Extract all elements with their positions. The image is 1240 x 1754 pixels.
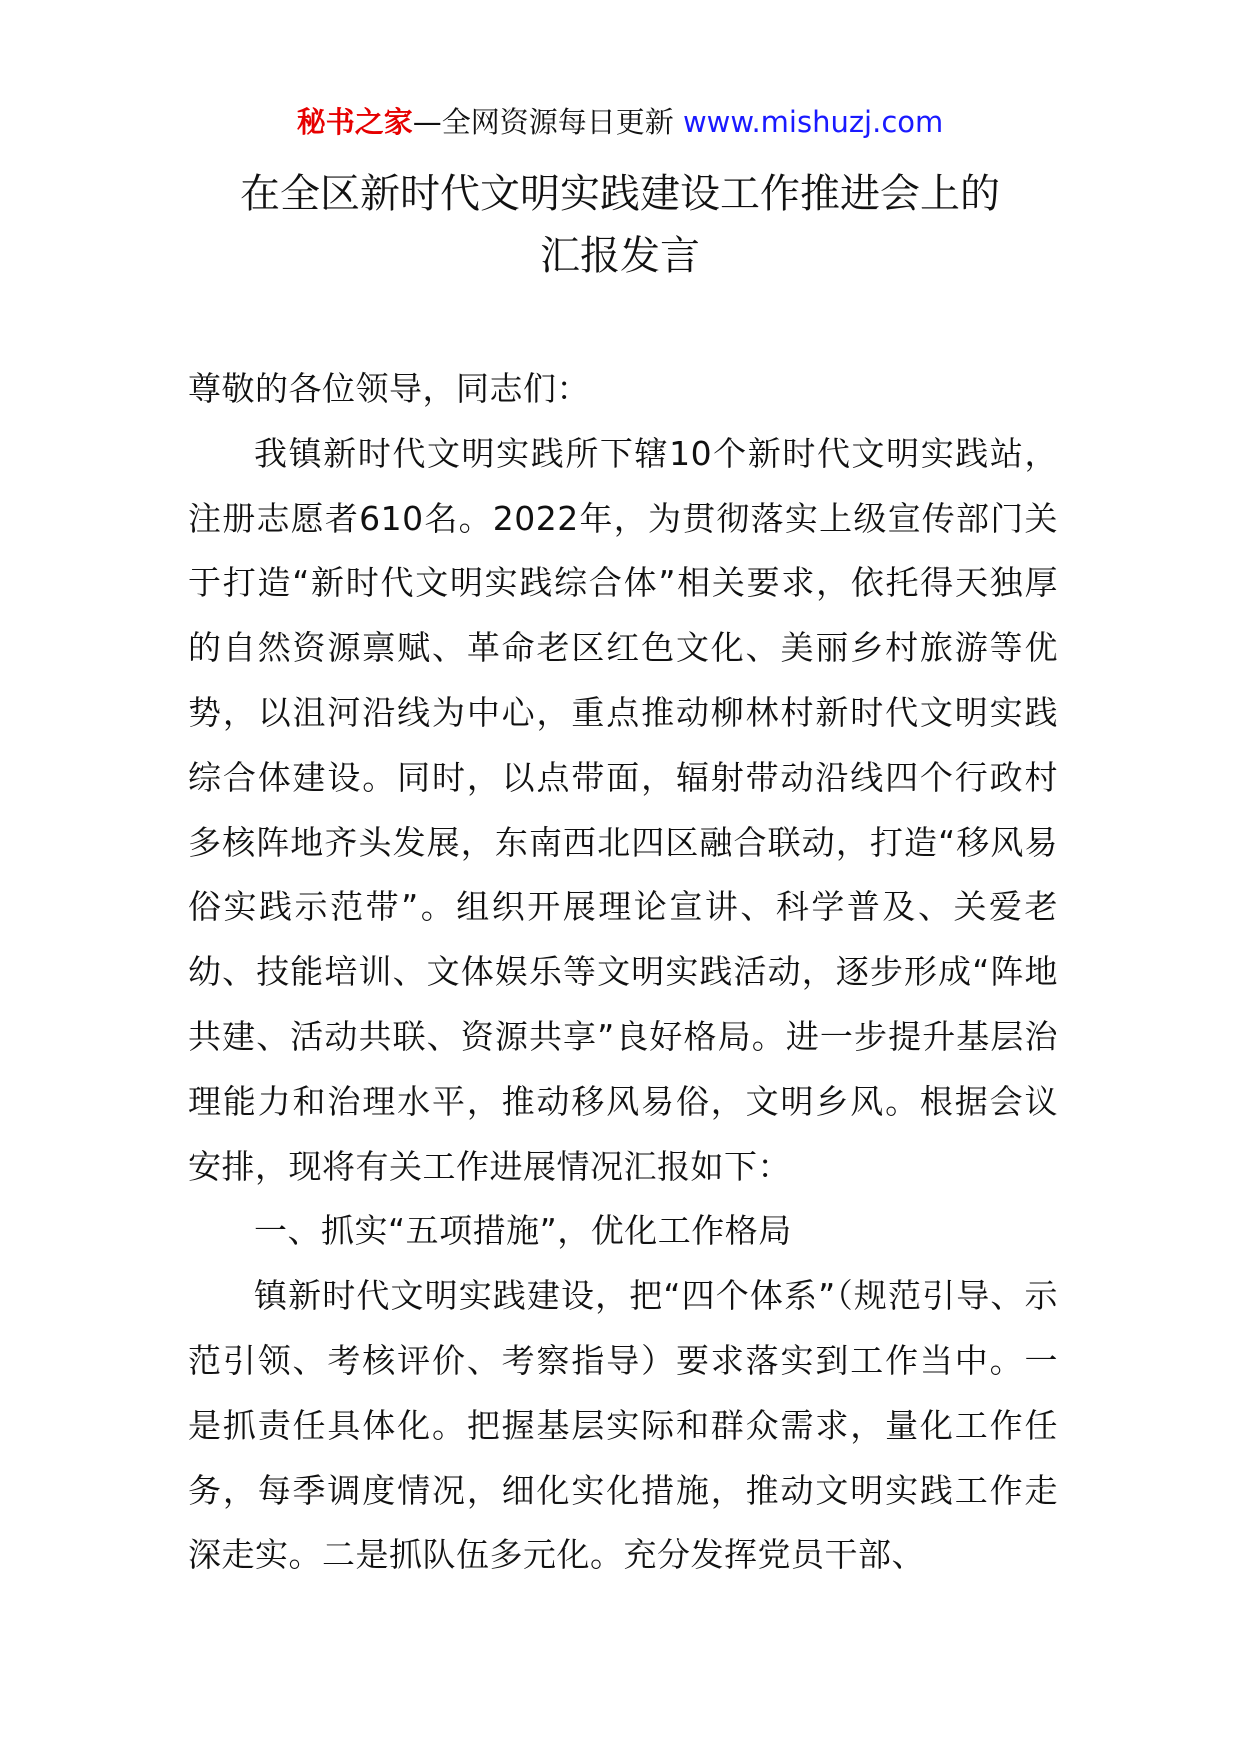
salutation: 尊敬的各位领导，同志们： [188,369,590,408]
document-body [188,357,1058,1588]
title-line-2: 汇报发言 [540,233,700,279]
document-title [0,163,1240,287]
header-brand: 秘书之家 [296,105,413,139]
section-1-paragraph: 镇新时代文明实践建设，把“四个体系”（规范引导、示范引领、考核评价、考察指导）要求落实到工作当中。一是抓责任具体化。把握基层实际和群众需求，量化工作任务，每季调度情况，细化实化措施，推动文明实践工作走深走实。二是抓队伍多元化。充分发挥党员干部、 [188,1276,1058,1575]
title-line-1: 在全区新时代文明实践建设工作推进会上的 [240,171,1000,217]
section-heading-1: 一、抓实“五项措施”，优化工作格局 [254,1211,792,1251]
intro-paragraph: 我镇新时代文明实践所下辖10个新时代文明实践站，注册志愿者610名。2022年，为贯彻落实上级宣传部门关于打造“新时代文明实践综合体”相关要求，依托得天独厚的自然资源禀赋、革命老区红色文化、美丽乡村旅游等优势，以沮河沿线为中心，重点推动柳林村新时代文明实践综合体建设。同时，以点带面，辐射带动沿线四个行政村多核阵地齐头发展，东南西北四区融合联动，打造“移风易俗实践示范带”。组织开展理论宣讲、科学普及、关爱老幼、技能培训、文体娱乐等文明实践活动，逐步形成“阵地共建、活动共联、资源共享”良好格局。进一步提升基层治理能力和治理水平，推动移风易俗，文明乡风。根据会议安排，现将有关工作进展情况汇报如下： [188,433,1058,1186]
header-slogan: —全网资源每日更新 [412,105,674,139]
header-banner [0,102,1240,142]
header-url-link[interactable]: www.mishuzj.com [682,105,944,139]
